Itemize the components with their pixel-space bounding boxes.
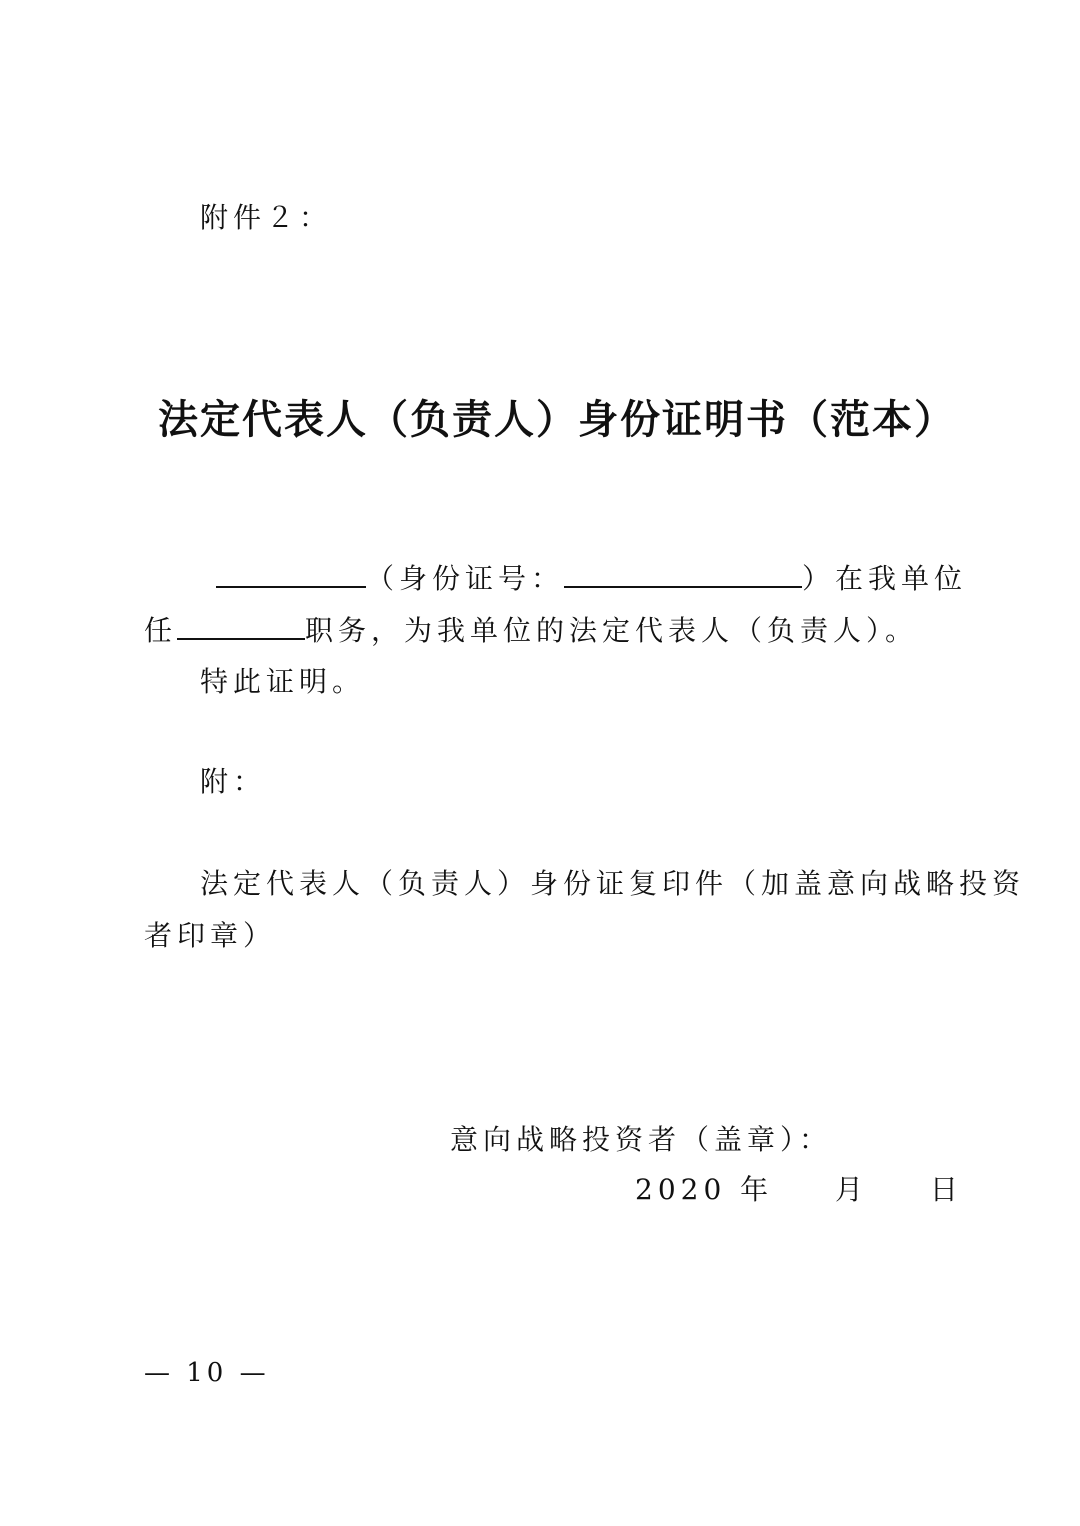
- date-month-unit: 月: [835, 1173, 869, 1206]
- signature-label: 意向战略投资者（盖章）：: [450, 1123, 833, 1156]
- post-suffix: 职务，为我单位的法定代表人（负责人）。: [305, 614, 919, 647]
- attachment-heading: 附：: [200, 765, 267, 798]
- document-title: 法定代表人（负责人）身份证明书（范本）: [158, 397, 956, 443]
- name-blank: [216, 556, 366, 588]
- date-day-unit: 日: [929, 1173, 963, 1206]
- date-year-unit: 年: [740, 1173, 774, 1206]
- id-label-open: （身份证号：: [366, 562, 565, 595]
- id-line: [216, 556, 967, 597]
- page-number: — 10 —: [144, 1358, 270, 1388]
- post-prefix: 任: [144, 614, 178, 647]
- attachment-label: 附件２：: [200, 201, 333, 234]
- attachment-description-line2: 者印章）: [144, 919, 277, 952]
- post-blank: [177, 608, 305, 640]
- id-label-close: ）在我单位: [802, 562, 968, 595]
- certify-text: 特此证明。: [200, 665, 366, 698]
- date-year: 2020: [635, 1173, 727, 1206]
- post-line: [144, 608, 918, 649]
- date-line: [635, 1168, 963, 1208]
- id-number-blank: [564, 556, 802, 588]
- attachment-description-line1: 法定代表人（负责人）身份证复印件（加盖意向战略投资: [200, 867, 1026, 900]
